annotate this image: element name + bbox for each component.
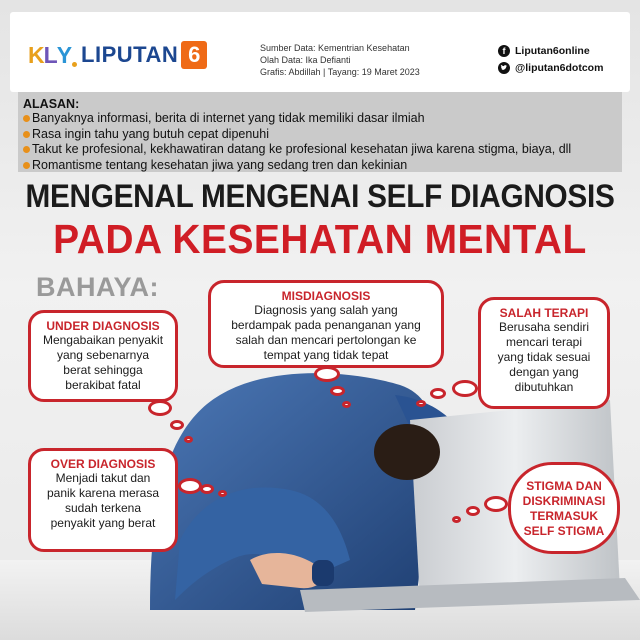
bubble-line: SELF STIGMA	[523, 524, 605, 538]
reason-text: Banyaknya informasi, berita di internet yang tidak memiliki dasar ilmiah	[32, 111, 425, 125]
credit-data: Olah Data: Ika Defianti	[260, 55, 351, 65]
thought-dot	[200, 484, 214, 494]
dangers-label: BAHAYA:	[36, 272, 160, 302]
bubble-line: berakibat fatal	[65, 378, 141, 392]
thought-dot	[466, 506, 480, 516]
social-links	[498, 42, 603, 76]
thought-dot	[452, 380, 478, 397]
twitter-link[interactable]	[498, 59, 603, 76]
reason-text: Rasa ingin tahu yang butuh cepat dipenuhi	[32, 126, 269, 141]
bubble-line: Berusaha sendiri	[498, 320, 590, 334]
reasons-panel	[18, 92, 622, 172]
reason-item	[23, 158, 622, 174]
kly-logo	[28, 42, 71, 69]
bubble-line: Mengabaikan penyakit	[42, 333, 164, 347]
headline-line-2: PADA KESEHATAN MENTAL	[53, 216, 587, 262]
bubble-line: TERMASUK	[530, 509, 598, 523]
bullet-dot-icon	[23, 162, 30, 169]
bubble-title: OVER DIAGNOSIS	[50, 457, 156, 471]
thought-dot	[314, 366, 340, 382]
thought-dot	[178, 478, 202, 494]
bubble-line: salah dan mencari pertolongan ke	[235, 333, 417, 347]
twitter-handle: @liputan6dotcom	[515, 61, 604, 74]
bullet-dot-icon	[23, 131, 30, 138]
thought-dot	[430, 388, 446, 399]
thought-dot	[170, 420, 184, 430]
bubble-line: penyakit yang berat	[50, 516, 156, 530]
bubble-line: mencari terapi	[505, 335, 583, 349]
reason-item	[23, 111, 622, 127]
thought-dot	[148, 400, 172, 416]
bubble-line: Menjadi takut dan	[55, 471, 151, 485]
bubble-salah-terapi	[478, 297, 610, 409]
bubble-title: MISDIAGNOSIS	[281, 289, 371, 303]
facebook-link[interactable]	[498, 42, 603, 59]
thought-dot	[330, 386, 345, 396]
thought-dot	[452, 516, 461, 523]
reason-item	[23, 127, 622, 143]
thought-dot	[218, 490, 227, 497]
bubble-line: STIGMA DAN	[526, 479, 602, 493]
bubble-line: berdampak pada penanganan yang	[231, 318, 421, 332]
thought-dot	[416, 400, 426, 407]
reason-text: Romantisme tentang kesehatan jiwa yang sedang tren dan kekinian	[32, 157, 408, 172]
header-bar	[10, 12, 630, 92]
bubble-stigma	[508, 462, 620, 554]
thought-dot	[484, 496, 508, 512]
bubble-over-diagnosis	[28, 448, 178, 552]
reasons-title: ALASAN:	[23, 97, 80, 111]
credits-block	[260, 42, 420, 78]
bubble-line: yang tidak sesuai	[497, 350, 591, 364]
facebook-icon: f	[498, 45, 510, 57]
bullet-dot-icon	[23, 115, 30, 122]
bubble-line: dengan yang	[509, 365, 579, 379]
logo-wordmark: LIPUTAN	[81, 42, 179, 67]
logo-dot	[72, 62, 77, 67]
bubble-line: dibutuhkan	[514, 380, 574, 394]
bubble-line: tempat yang tidak tepat	[263, 348, 389, 362]
bubble-line: panik karena merasa	[46, 486, 160, 500]
bubble-line: DISKRIMINASI	[522, 494, 606, 508]
thought-dot	[184, 436, 193, 443]
bubble-line: sudah terkena	[64, 501, 142, 515]
bubble-line: yang sebenarnya	[56, 348, 150, 362]
bubble-title: UNDER DIAGNOSIS	[46, 319, 160, 333]
twitter-icon	[498, 62, 510, 74]
credit-source: Sumber Data: Kementrian Kesehatan	[260, 43, 410, 53]
logo-six-badge: 6	[181, 41, 207, 69]
bubble-line: berat sehingga	[63, 363, 143, 377]
logo-kly-y: Y	[56, 41, 72, 68]
reason-text: Takut ke profesional, kekhawatiran datang ke profesional kesehatan jiwa karena stigma, biaya, dll	[32, 142, 572, 156]
logo-kly-l: L	[43, 41, 57, 68]
headline-line-1: MENGENAL MENGENAI SELF DIAGNOSIS	[25, 178, 615, 214]
bubble-line: Diagnosis yang salah yang	[254, 303, 398, 317]
bubble-misdiagnosis	[208, 280, 444, 368]
bubble-title: SALAH TERAPI	[499, 306, 589, 320]
reason-item	[23, 142, 622, 158]
logo-kly-k: K	[28, 41, 44, 68]
thought-dot	[342, 401, 351, 408]
bullet-dot-icon	[23, 146, 30, 153]
liputan6-logo[interactable]	[28, 38, 207, 72]
credit-graphic: Grafis: Abdillah | Tayang: 19 Maret 2023	[260, 67, 420, 77]
facebook-handle: Liputan6online	[515, 44, 590, 57]
bubble-under-diagnosis	[28, 310, 178, 402]
